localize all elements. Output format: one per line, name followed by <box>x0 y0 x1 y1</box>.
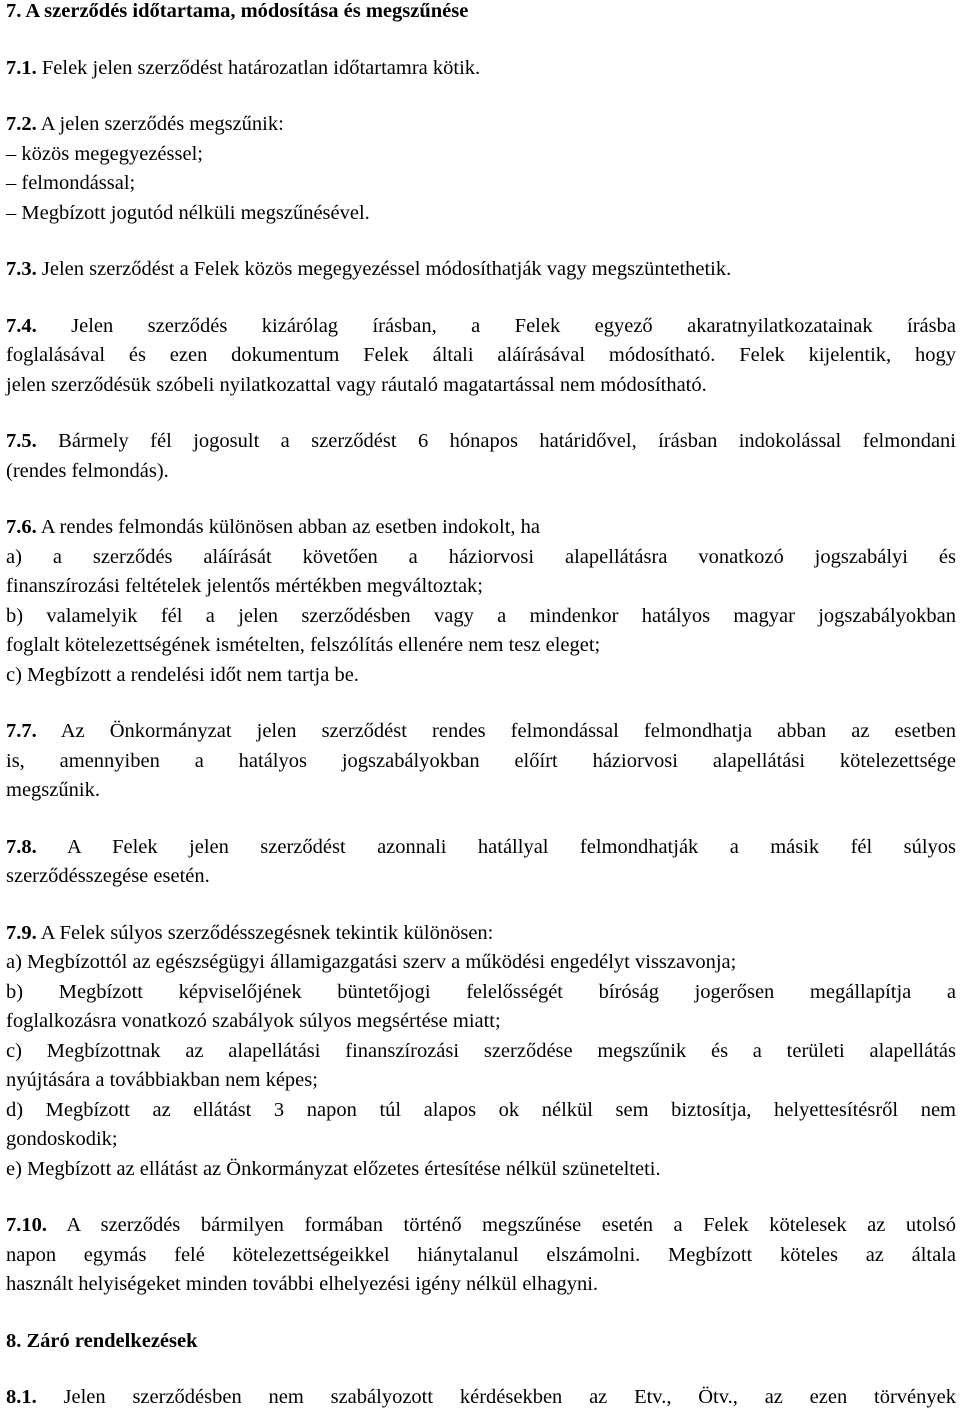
paragraph-7-9-line-4: foglalkozásra vonatkozó szabályok súlyos megsértése miatt; <box>6 1010 501 1032</box>
clause-text: Jelen szerződés kizárólag írásban, a Felek egyező akaratnyilatkozatainak írásba <box>36 314 956 337</box>
paragraph-7-10-line-2: napon egymás felé kötelezettségeikkel hiánytalanul elszámolni. Megbízott köteles az általa <box>6 1243 956 1266</box>
clause-text: A rendes felmondás különösen abban az esetben indokolt, ha <box>36 516 541 538</box>
paragraph-7-6-line-2: a) a szerződés aláírását követően a háziorvosi alapellátásra vonatkozó jogszabályi és <box>6 545 956 568</box>
paragraph-7-10-line-3: használt helyiségeket minden további elhelyezési igény nélkül elhagyni. <box>6 1273 599 1295</box>
paragraph-7-6-line-3: finanszírozási feltételek jelentős mértékben megváltoztak; <box>6 575 483 597</box>
paragraph-7-9-line-5: c) Megbízottnak az alapellátási finanszírozási szerződése megszűnik és a területi alapellátás <box>6 1039 956 1062</box>
list-item: – közös megegyezéssel; <box>6 142 203 165</box>
clause-number: 7.8. <box>6 835 37 858</box>
clause-number: 7.10. <box>6 1214 47 1236</box>
paragraph-7-6-line-6: c) Megbízott a rendelési időt nem tartja be. <box>6 663 359 686</box>
clause-number: 8.1. <box>6 1386 37 1408</box>
paragraph-7-9-line-9: e) Megbízott az ellátást az Önkormányzat előzetes értesítése nélkül szünetelteti. <box>6 1157 661 1180</box>
paragraph-8-1-line-1 <box>6 1383 956 1413</box>
paragraph-7-7-line-3: megszűnik. <box>6 779 100 801</box>
paragraph-7-9-line-1 <box>6 919 956 949</box>
paragraph-7-5-line-1 <box>6 427 956 457</box>
clause-number: 7.1. <box>6 56 37 79</box>
clause-text: Az Önkormányzat jelen szerződést rendes felmondással felmondhatja abban az esetben <box>36 720 956 742</box>
clause-text: Jelen szerződésben nem szabályozott kérdésekben az Etv., Ötv., az ezen törvények <box>36 1386 956 1408</box>
list-item: – Megbízott jogutód nélküli megszűnésével. <box>6 201 370 224</box>
clause-number: 7.2. <box>6 113 37 135</box>
paragraph-7-6-line-1 <box>6 513 956 543</box>
paragraph-7-9-line-3: b) Megbízott képviselőjének büntetőjogi felelősségét bíróság jogerősen megállapítja a <box>6 980 956 1003</box>
paragraph-7-4-line-3: jelen szerződésük szóbeli nyilatkozattal vagy ráutaló magatartással nem módosítható. <box>6 373 707 396</box>
paragraph-7-6-line-5: foglalt kötelezettségének ismételten, felszólítás ellenére nem tesz eleget; <box>6 634 601 656</box>
paragraph-7-6-line-4: b) valamelyik fél a jelen szerződésben vagy a mindenkor hatályos magyar jogszabályokban <box>6 604 956 627</box>
clause-number: 7.7. <box>6 720 37 742</box>
paragraph-7-10-line-1 <box>6 1211 956 1241</box>
paragraph-7-7-line-1 <box>6 717 956 747</box>
clause-number: 7.5. <box>6 430 37 452</box>
clause-text: Jelen szerződést a Felek közös megegyezéssel módosíthatják vagy megszüntethetik. <box>36 258 732 280</box>
paragraph-7-2 <box>6 110 956 140</box>
clause-number: 7.6. <box>6 516 37 538</box>
clause-number: 7.3. <box>6 258 37 280</box>
paragraph-7-9-line-2: a) Megbízottól az egészségügyi államigazgatási szerv a működési engedélyt visszavonja; <box>6 951 737 973</box>
paragraph-7-4-line-1 <box>6 312 956 342</box>
clause-number: 7.4. <box>6 314 37 337</box>
clause-number: 7.9. <box>6 921 37 944</box>
paragraph-7-8-line-1 <box>6 833 956 863</box>
paragraph-7-7-line-2: is, amennyiben a hatályos jogszabályokban előírt háziorvosi alapellátási kötelezettsége <box>6 749 956 772</box>
paragraph-7-1 <box>6 54 956 84</box>
paragraph-7-9-line-8: gondoskodik; <box>6 1128 118 1150</box>
clause-text: A Felek súlyos szerződésszegésnek tekintik különösen: <box>36 921 494 944</box>
clause-text: Felek jelen szerződést határozatlan időtartamra kötik. <box>36 56 481 79</box>
paragraph-7-5-line-2: (rendes felmondás). <box>6 459 169 482</box>
paragraph-7-4-line-2: foglalásával és ezen dokumentum Felek általi aláírásával módosítható. Felek kijelentik, hogy <box>6 344 956 366</box>
clause-text: A szerződés bármilyen formában történő megszűnése esetén a Felek kötelesek az utolsó <box>47 1214 956 1236</box>
document-page <box>6 0 956 1413</box>
list-item: – felmondással; <box>6 172 136 194</box>
section-7-heading: 7. A szerződés időtartama, módosítása és megszűnése <box>6 0 469 22</box>
section-8-heading: 8. Záró rendelkezések <box>6 1329 198 1352</box>
paragraph-7-9-line-6: nyújtására a továbbiakban nem képes; <box>6 1069 318 1091</box>
clause-text: Bármely fél jogosult a szerződést 6 hónapos határidővel, írásban indokolással felmondani <box>36 430 956 452</box>
paragraph-7-3 <box>6 255 956 285</box>
paragraph-7-9-line-7: d) Megbízott az ellátást 3 napon túl alapos ok nélkül sem biztosítja, helyettesítésről nem <box>6 1098 956 1121</box>
paragraph-7-8-line-2: szerződésszegése esetén. <box>6 865 210 887</box>
clause-text: A jelen szerződés megszűnik: <box>36 113 284 135</box>
clause-text: A Felek jelen szerződést azonnali hatállyal felmondhatják a másik fél súlyos <box>36 835 956 858</box>
